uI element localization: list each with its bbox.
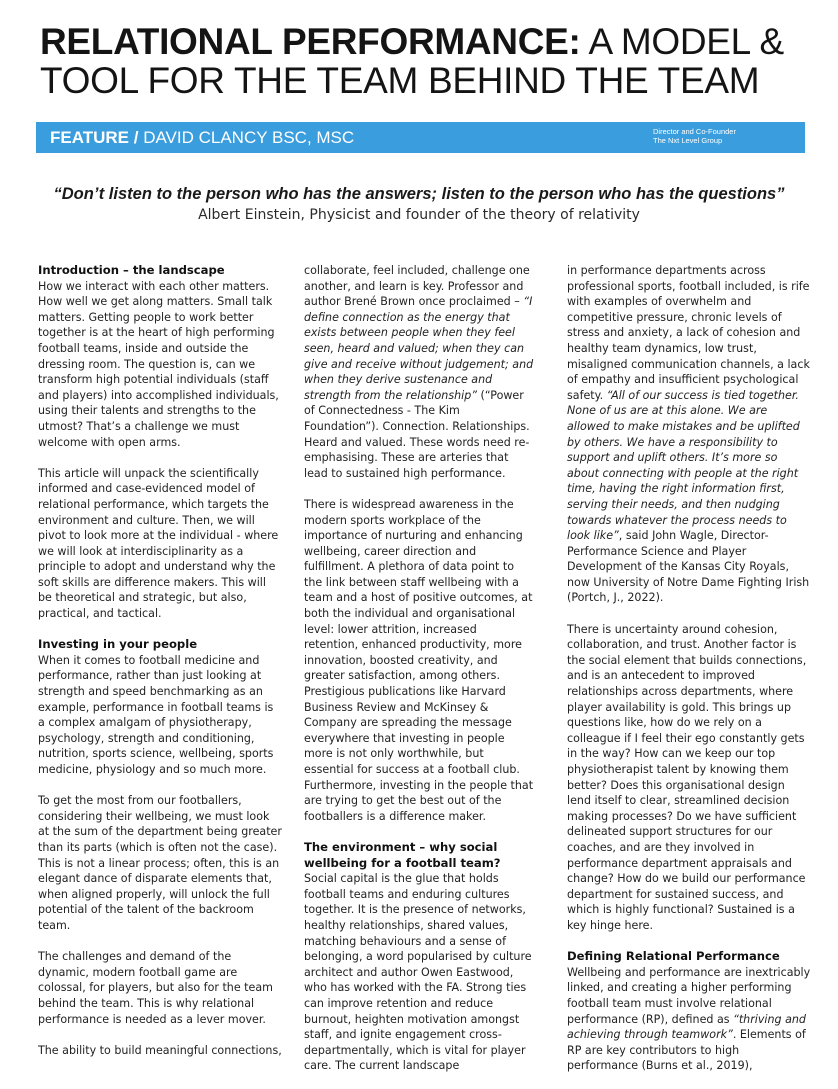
paragraph: There is uncertainty around cohesion, collaboration, and trust. Another factor is the social element that builds connections, and is an antecedent to improved relationships across departments, where player availability is gold. This brings up questions like, how do we rely on a colleague if I feel their ego constantly gets in the way? How can we keep our top physiotherapist talent by knowing them better? Does this organisational design lend itself to clear, streamlined decision making processes? Do we have sufficient delineated support structures for our coaches, and are they involved in performance department appraisals and change? How do we build our performance department for sustained success, and which is highly functional? Sustained is a key hinge here. (567, 622, 807, 932)
paragraph: When it comes to football medicine and performance, rather than just looking at strength and speed benchmarking as an example, performance in football teams is a complex amalgam of physiotherapy, psychology, strength and conditioning, nutrition, sports science, wellbeing, sports medicine, physiology and so much more. (38, 653, 274, 776)
heading-introduction: Introduction – the landscape (38, 263, 225, 277)
heading-investing: Investing in your people (38, 637, 198, 652)
john-wagle-quote: “All of our success is tied together. None of us are at this alone. We are allowed to make mistakes and be uplifted by others. We have a responsibility to support and uplift others. It’s more so about connecting with people at the right time, having the right information first, serving their needs, and then nudging towards whatever the process needs to look like” (567, 388, 800, 543)
feature-banner (36, 122, 805, 153)
text-run: . Elements of RP are key contributors to high performance (Burns et al., 2019), (567, 1028, 806, 1073)
column-1 (38, 263, 282, 1074)
author-role-line-2: The Nxt Level Group (653, 136, 723, 145)
byline (50, 127, 354, 149)
paragraph: The ability to build meaningful connections, (38, 1043, 282, 1057)
brene-brown-quote: “I define connection as the energy that exists between people when they feel seen, heard and valued; when they can give and receive without judgement; and when they derive sustenance and strength from the relationship” (304, 295, 534, 402)
text-run: collaborate, feel included, challenge one another, and learn is key. Professor and author Brené Brown once proclaimed – (304, 264, 530, 309)
feature-label: FEATURE / (50, 128, 139, 147)
text-run: in performance departments across professional sports, football included, is rife with examples of overwhelm and competitive pressure, chronic levels of stress and anxiety, a lack of cohesion and healthy team dynamics, low trust, misaligned communication channels, a lack of empathy and insufficient psychological safety. (567, 264, 810, 402)
paragraph: How we interact with each other matters. How well we get along matters. Small talk matters. Getting people to work better together is at the heart of high performing football teams, inside and outside the dressing room. The question is, can we transform high potential individuals (staff and players) into accomplished individuals, using their talents and strengths to the utmost? That’s a challenge we must welcome with open arms. (38, 279, 279, 449)
author-role (653, 127, 793, 145)
rp-definition-quote: “thriving and achieving through teamwork” (567, 1012, 806, 1042)
column-3 (567, 263, 811, 1089)
paragraph: The challenges and demand of the dynamic, modern football game are colossal, for players, but also for the team behind the team. This is why relational performance is needed as a lever mover. (38, 950, 273, 1026)
text-run: (“Power of Connectedness - The Kim Foundation”). Connection. Relationships. Heard and valued. These words need re-emphasising. These are arteries that lead to sustained high performance. (304, 388, 530, 480)
title-light-part-1: A MODEL & (580, 21, 784, 62)
paragraph: This article will unpack the scientifically informed and case-evidenced model of relational performance, which targets the environment and culture. Then, we will pivot to look more at the individual - where we will look at interdisciplinarity as a principle to adopt and understand why the soft skills are difference makers. This will be theoretical and strategic, but also, practical, and tactical. (38, 466, 279, 621)
author-name: DAVID CLANCY BSC, MSC (138, 128, 355, 147)
heading-environment: The environment – why social wellbeing for a football team? (304, 839, 501, 870)
paragraph (567, 263, 811, 606)
paragraph: Social capital is the glue that holds football teams and enduring cultures together. It is the presence of networks, healthy relationships, shared values, matching behaviours and a sense of belonging, a word popularised by culture architect and author Owen Eastwood, who has worked with the FA. Strong ties can improve retention and reduce burnout, heighten motivation amongst staff, and ignite engagement cross-departmentally, which is vital for player care. The current landscape (304, 872, 532, 1073)
title-bold-part: RELATIONAL PERFORMANCE: (40, 21, 581, 62)
paragraph (567, 965, 811, 1074)
column-2 (304, 263, 534, 1089)
paragraph: There is widespread awareness in the modern sports workplace of the importance of nurturing and enhancing wellbeing, career direction and fulfillment. A plethora of data point to the link between staff wellbeing with a team and a host of positive outcomes, at both the individual and organisational level: lower attrition, increased retention, enhanced productivity, more innovation, boosted creativity, and greater satisfaction, among others. Prestigious publications like Harvard Business Review and McKinsey & Company are spreading the message everywhere that investing in people more is not only worthwhile, but essential for success at a football club. Furthermore, investing in the people that are trying to get the best out of the footballers is a difference maker. (304, 497, 534, 823)
author-role-line-1: Director and Co-Founder (653, 127, 736, 136)
text-run: , said John Wagle, Director-Performance Science and Player Development of the Kansas City Royals, now University of Notre Dame Fighting Irish (Portch, J., 2022). (567, 529, 810, 605)
quote-text: “Don’t listen to the person who has the answers; listen to the person who has the questions” (53, 185, 785, 203)
pull-quote (0, 183, 838, 225)
text-run: Wellbeing and performance are inextricably linked, and creating a higher performing football team must involve relational performance (RP), defined as (567, 965, 811, 1026)
heading-defining-rp: Defining Relational Performance (567, 949, 780, 964)
quote-attribution: Albert Einstein, Physicist and founder of the theory of relativity (198, 207, 640, 223)
paragraph: To get the most from our footballers, considering their wellbeing, we must look at the sum of the department being greater than its parts (which is often not the case). This is not a linear process; often, this is an elegant dance of disparate elements that, when aligned properly, will unlock the full potential of the talent of the backroom team. (38, 794, 282, 932)
paragraph (304, 263, 534, 481)
article-title (40, 22, 810, 100)
title-light-part-2: TOOL FOR THE TEAM BEHIND THE TEAM (40, 60, 760, 101)
